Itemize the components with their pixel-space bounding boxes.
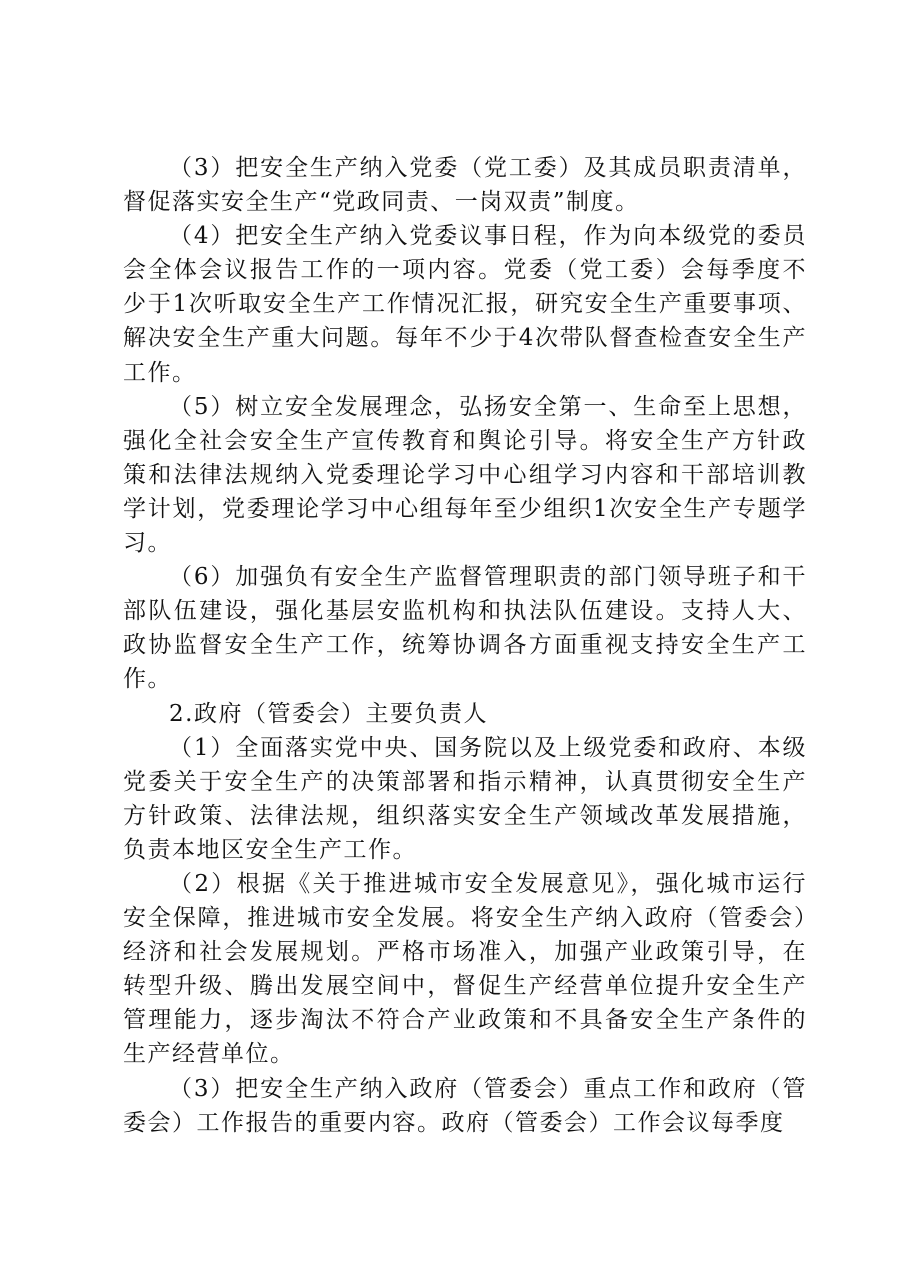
paragraph-party-3: （3）把安全生产纳入党委（党工委）及其成员职责清单，督促落实安全生产“党政同责、一岗双责”制度。 xyxy=(123,155,807,216)
section-heading-government: 2.政府（管委会）主要负责人 xyxy=(169,700,488,727)
document-body xyxy=(123,151,807,1140)
paragraph-government-3: （3）把安全生产纳入政府（管委会）重点工作和政府（管委会）工作报告的重要内容。政府（管委会）工作会议每季度 xyxy=(123,1075,807,1136)
paragraph-government-2: （2）根据《关于推进城市安全发展意见》，强化城市运行安全保障，推进城市安全发展。将安全生产纳入政府（管委会）经济和社会发展规划。严格市场准入，加强产业政策引导，在转型升级、腾出发展空间中，督促生产经营单位提升安全生产管理能力，逐步淘汰不符合产业政策和不具备安全生产条件的生产经营单位。 xyxy=(123,870,807,1068)
paragraph-government-1: （1）全面落实党中央、国务院以及上级党委和政府、本级党委关于安全生产的决策部署和指示精神，认真贯彻安全生产方针政策、法律法规，组织落实安全生产领域改革发展措施，负责本地区安全生产工作。 xyxy=(123,734,807,863)
paragraph-party-4: （4）把安全生产纳入党委议事日程，作为向本级党的委员会全体会议报告工作的一项内容。党委（党工委）会每季度不少于1次听取安全生产工作情况汇报，研究安全生产重要事项、解决安全生产重大问题。每年不少于4次带队督查检查安全生产工作。 xyxy=(123,223,807,386)
paragraph-party-5: （5）树立安全发展理念，弘扬安全第一、生命至上思想，强化全社会安全生产宣传教育和舆论引导。将安全生产方针政策和法律法规纳入党委理论学习中心组学习内容和干部培训教学计划，党委理论学习中心组每年至少组织1次安全生产专题学习。 xyxy=(123,393,807,557)
paragraph-party-6: （6）加强负有安全生产监督管理职责的部门领导班子和干部队伍建设，强化基层安监机构和执法队伍建设。支持人大、政协监督安全生产工作，统筹协调各方面重视支持安全生产工作。 xyxy=(123,564,807,693)
